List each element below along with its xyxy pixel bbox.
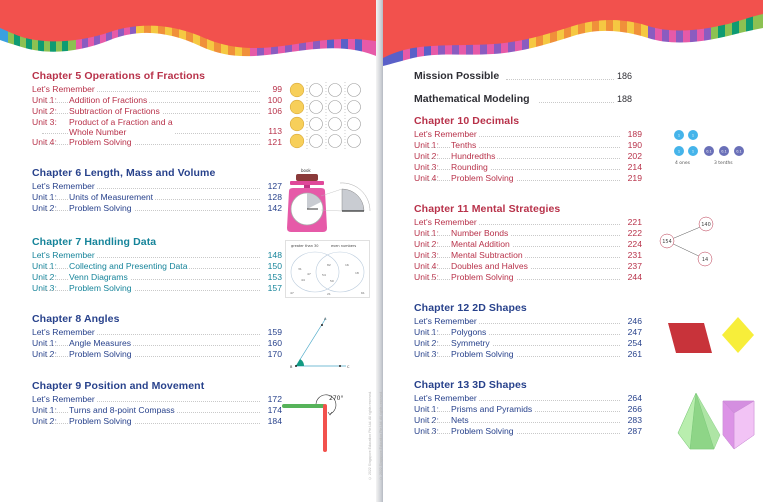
toc-row-unit[interactable]: Unit 2: Nets 283 [414, 415, 642, 425]
svg-text:0.1: 0.1 [706, 149, 712, 154]
toc-row-unit[interactable]: Unit 2: Subtraction of Fractions 106 [32, 106, 282, 116]
svg-text:C: C [347, 365, 350, 369]
toc-row-lets-remember[interactable]: Let's Remember 189 [414, 129, 642, 139]
chapter-8 [32, 313, 282, 360]
toc-row-unit[interactable]: Unit 3: Problem Solving 261 [414, 349, 642, 359]
svg-text:154: 154 [662, 239, 672, 245]
chapter-title[interactable]: Chapter 8 Angles [32, 313, 120, 325]
svg-text:1: 1 [677, 133, 681, 138]
toc-row-unit[interactable]: Unit 1: Addition of Fractions 100 [32, 95, 282, 105]
page-number: 190 [620, 140, 642, 151]
svg-text:140: 140 [701, 222, 711, 228]
chapter-9 [32, 380, 282, 427]
chapter-11 [414, 203, 642, 283]
page-number: 186 [617, 71, 633, 81]
svg-text:1: 1 [691, 149, 695, 154]
svg-text:16: 16 [345, 263, 349, 267]
page-number: 99 [260, 84, 282, 95]
left-page [0, 0, 381, 502]
toc-row-unit[interactable]: Unit 3: Problem Solving 157 [32, 283, 282, 293]
right-page [379, 0, 763, 502]
venn-diagram-illustration [285, 240, 370, 303]
toc-row-unit[interactable]: Unit 3: Mental Subtraction 231 [414, 250, 642, 260]
svg-text:270°: 270° [329, 395, 344, 402]
page-number: 287 [620, 426, 642, 437]
page-number: 246 [620, 316, 642, 327]
toc-row-unit[interactable]: Unit 1: Prisms and Pyramids 266 [414, 404, 642, 414]
toc-row-lets-remember[interactable]: Let's Remember 221 [414, 217, 642, 227]
page-number: 159 [260, 327, 282, 338]
svg-text:82: 82 [327, 263, 331, 267]
chapter-title[interactable]: Chapter 13 3D Shapes [414, 379, 527, 391]
toc-row-unit[interactable]: Unit 3: Rounding 214 [414, 162, 642, 172]
svg-text:61: 61 [361, 291, 365, 295]
svg-text:0.1: 0.1 [736, 149, 742, 154]
svg-text:54: 54 [322, 273, 326, 277]
svg-text:14: 14 [701, 257, 709, 263]
toc-row-unit[interactable]: Unit 2: Problem Solving 142 [32, 203, 282, 213]
chapter-title[interactable]: Chapter 7 Handling Data [32, 236, 157, 248]
page-number: 264 [620, 393, 642, 404]
svg-text:A: A [324, 317, 327, 321]
toc-row-unit[interactable]: Unit 1: Turns and 8-point Compass 174 [32, 405, 282, 415]
toc-row-lets-remember[interactable]: Let's Remember 246 [414, 316, 642, 326]
toc-row-unit[interactable]: Unit 4: Doubles and Halves 237 [414, 261, 642, 271]
page-number: 127 [260, 181, 282, 192]
toc-row-mathematical-modeling[interactable]: Mathematical Modeling 188 [414, 93, 633, 105]
number-bond-illustration [653, 213, 723, 274]
toc-row-unit[interactable]: Unit 2: Symmetry 254 [414, 338, 642, 348]
toc-row-unit[interactable]: Unit 1: Angle Measures 160 [32, 338, 282, 348]
chapter-title[interactable]: Chapter 9 Position and Movement [32, 380, 205, 392]
page-number: 266 [620, 404, 642, 415]
toc-row-unit[interactable]: Unit 3: Product of a Fraction and a Whole Number 113 [32, 117, 282, 137]
svg-text:even numbers: even numbers [331, 244, 357, 248]
chapter-13 [414, 379, 642, 437]
page-number: 222 [620, 228, 642, 239]
svg-text:18: 18 [355, 271, 359, 275]
page-number: 106 [260, 106, 282, 117]
decorative-wave-banner [383, 0, 763, 62]
page-number: 150 [260, 261, 282, 272]
toc-row-lets-remember[interactable]: Let's Remember 172 [32, 394, 282, 404]
page-number: 113 [260, 126, 282, 137]
toc-row-unit[interactable]: Unit 1: Collecting and Presenting Data 150 [32, 261, 282, 271]
toc-row-lets-remember[interactable]: Let's Remember 159 [32, 327, 282, 337]
decimal-counters-illustration [674, 129, 766, 174]
svg-text:1: 1 [677, 149, 681, 154]
toc-row-unit[interactable]: Unit 4: Problem Solving 121 [32, 137, 282, 147]
2d-shapes-illustration [668, 315, 763, 362]
page-number: 128 [260, 192, 282, 203]
page-number: 247 [620, 327, 642, 338]
svg-text:greater than 30: greater than 30 [291, 244, 319, 248]
chapter-title[interactable]: Chapter 10 Decimals [414, 115, 520, 127]
page-number: 221 [620, 217, 642, 228]
toc-row-unit[interactable]: Unit 1: Number Bonds 222 [414, 228, 642, 238]
page-number: 121 [260, 137, 282, 148]
page-number: 237 [620, 261, 642, 272]
page-number: 231 [620, 250, 642, 261]
svg-text:book: book [301, 168, 311, 173]
page-number: 153 [260, 272, 282, 283]
toc-row-unit[interactable]: Unit 4: Problem Solving 219 [414, 173, 642, 183]
copyright-notice: © 2022 Singapore Education Pte Ltd. All rights reserved. [379, 390, 383, 480]
page-number: 170 [260, 349, 282, 360]
toc-row-lets-remember[interactable]: Let's Remember 148 [32, 250, 282, 260]
toc-row-mission-possible[interactable]: Mission Possible 186 [414, 70, 633, 82]
toc-row-unit[interactable]: Unit 2: Mental Addition 224 [414, 239, 642, 249]
chapter-title[interactable]: Chapter 5 Operations of Fractions [32, 70, 206, 82]
toc-row-unit[interactable]: Unit 1: Tenths 190 [414, 140, 642, 150]
angle-illustration [284, 314, 354, 375]
toc-row-unit[interactable]: Unit 3: Problem Solving 287 [414, 426, 642, 436]
page-number: 224 [620, 239, 642, 250]
toc-row-lets-remember[interactable]: Let's Remember 99 [32, 84, 282, 94]
page-number: 174 [260, 405, 282, 416]
chapter-title[interactable]: Chapter 12 2D Shapes [414, 302, 527, 314]
copyright-notice: © 2022 Singapore Education Pte Ltd. All rights reserved. [368, 390, 372, 480]
3d-shapes-illustration [672, 391, 764, 466]
svg-text:50: 50 [330, 279, 334, 283]
toc-row-unit[interactable]: Unit 5: Problem Solving 244 [414, 272, 642, 282]
decorative-wave-banner [0, 0, 381, 62]
page-number: 100 [260, 95, 282, 106]
svg-text:31: 31 [298, 267, 302, 271]
page-number: 148 [260, 250, 282, 261]
toc-row-lets-remember[interactable]: Let's Remember 127 [32, 181, 282, 191]
page-number: 261 [620, 349, 642, 360]
page-number: 202 [620, 151, 642, 162]
svg-text:0.1: 0.1 [721, 149, 727, 154]
page-number: 244 [620, 272, 642, 283]
page-number: 160 [260, 338, 282, 349]
toc-row-unit[interactable]: Unit 2: Venn Diagrams 153 [32, 272, 282, 282]
toc-row-unit[interactable]: Unit 2: Problem Solving 170 [32, 349, 282, 359]
page-number: 254 [620, 338, 642, 349]
toc-row-lets-remember[interactable]: Let's Remember 264 [414, 393, 642, 403]
page-number: 283 [620, 415, 642, 426]
svg-text:4 ones: 4 ones [675, 161, 691, 166]
svg-text:47: 47 [290, 291, 294, 295]
chapter-title[interactable]: Chapter 11 Mental Strategies [414, 203, 561, 215]
chapter-10 [414, 115, 642, 184]
weighing-scale-illustration [284, 166, 379, 239]
svg-text:3 tenths: 3 tenths [714, 161, 733, 166]
svg-text:1: 1 [691, 133, 695, 138]
page-number: 219 [620, 173, 642, 184]
svg-text:21: 21 [327, 292, 331, 296]
chapter-12 [414, 302, 642, 360]
fraction-circles-illustration [288, 82, 368, 155]
turn-270-illustration [282, 390, 362, 457]
page-number: 172 [260, 394, 282, 405]
toc-row-unit[interactable]: Unit 2: Hundredths 202 [414, 151, 642, 161]
page-number: 184 [260, 416, 282, 427]
svg-text:44: 44 [301, 278, 305, 282]
chapter-title[interactable]: Chapter 6 Length, Mass and Volume [32, 167, 216, 179]
page-number: 142 [260, 203, 282, 214]
chapter-6 [32, 167, 282, 214]
svg-text:B: B [290, 365, 293, 369]
chapter-5 [32, 70, 282, 148]
svg-text:47: 47 [307, 272, 311, 276]
page-number: 189 [620, 129, 642, 140]
toc-row-unit[interactable]: Unit 2: Problem Solving 184 [32, 416, 282, 426]
page-number: 188 [617, 94, 633, 104]
page-number: 157 [260, 283, 282, 294]
chapter-7 [32, 236, 282, 294]
page-number: 214 [620, 162, 642, 173]
toc-row-unit[interactable]: Unit 1: Units of Measurement 128 [32, 192, 282, 202]
toc-row-unit[interactable]: Unit 1: Polygons 247 [414, 327, 642, 337]
